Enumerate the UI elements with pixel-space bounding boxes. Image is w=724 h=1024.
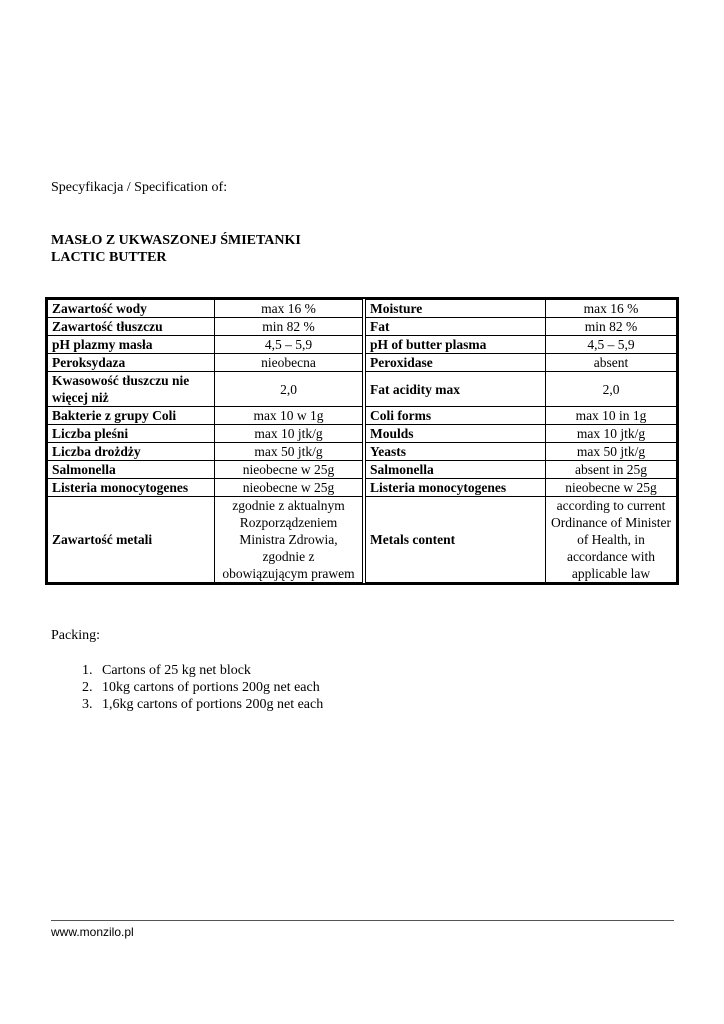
pl-label-cell: Bakterie z grupy Coli (48, 407, 215, 425)
pl-value-cell: max 10 jtk/g (215, 425, 363, 443)
en-value-cell: max 16 % (546, 300, 677, 318)
en-label-cell: Yeasts (366, 443, 546, 461)
footer-divider (51, 920, 674, 921)
table-row (48, 425, 677, 443)
footer-website: www.monzilo.pl (51, 925, 134, 939)
pl-value-cell: nieobecna (215, 354, 363, 372)
list-item: 2. 10kg cartons of portions 200g net each (96, 679, 323, 696)
table-row (48, 336, 677, 354)
table-row (48, 300, 677, 318)
table-row (48, 461, 677, 479)
en-label-cell: Listeria monocytogenes (366, 479, 546, 497)
en-value-cell: max 50 jtk/g (546, 443, 677, 461)
pl-label-cell: Zawartość wody (48, 300, 215, 318)
en-label-cell: Salmonella (366, 461, 546, 479)
en-label-cell: Metals content (366, 497, 546, 583)
list-item: 1. Cartons of 25 kg net block (96, 662, 323, 679)
pl-label-cell: Salmonella (48, 461, 215, 479)
en-label-cell: Peroxidase (366, 354, 546, 372)
pl-label-cell: Liczba pleśni (48, 425, 215, 443)
pl-value-cell: zgodnie z aktualnym Rozporządzeniem Ministra Zdrowia, zgodnie z obowiązującym prawem (215, 497, 363, 583)
en-value-cell: 2,0 (546, 372, 677, 407)
en-label-cell: Fat (366, 318, 546, 336)
en-label-cell: Fat acidity max (366, 372, 546, 407)
pl-label-cell: Listeria monocytogenes (48, 479, 215, 497)
pl-label-cell: Peroksydaza (48, 354, 215, 372)
en-label-cell: Coli forms (366, 407, 546, 425)
product-title-english: LACTIC BUTTER (51, 250, 167, 265)
pl-value-cell: nieobecne w 25g (215, 461, 363, 479)
table-row (48, 372, 677, 407)
pl-label-cell: Zawartość metali (48, 497, 215, 583)
pl-label-cell: Kwasowość tłuszczu nie więcej niż (48, 372, 215, 407)
en-label-cell: Moisture (366, 300, 546, 318)
pl-value-cell: max 10 w 1g (215, 407, 363, 425)
en-value-cell: min 82 % (546, 318, 677, 336)
pl-value-cell: 4,5 – 5,9 (215, 336, 363, 354)
en-value-cell: max 10 jtk/g (546, 425, 677, 443)
pl-value-cell: min 82 % (215, 318, 363, 336)
pl-value-cell: nieobecne w 25g (215, 479, 363, 497)
pl-value-cell: max 50 jtk/g (215, 443, 363, 461)
en-value-cell: 4,5 – 5,9 (546, 336, 677, 354)
specification-table (45, 297, 679, 585)
specification-heading: Specyfikacja / Specification of: (51, 180, 228, 195)
pl-value-cell: 2,0 (215, 372, 363, 407)
table-row (48, 318, 677, 336)
packing-heading: Packing: (51, 628, 100, 643)
table-row (48, 497, 677, 583)
table-row (48, 354, 677, 372)
en-value-cell: according to current Ordinance of Minister of Health, in accordance with applicable law (546, 497, 677, 583)
table-row (48, 479, 677, 497)
table-row (48, 443, 677, 461)
list-item: 3. 1,6kg cartons of portions 200g net each (96, 696, 323, 713)
product-title-polish: MASŁO Z UKWASZONEJ ŚMIETANKI (51, 233, 301, 248)
en-value-cell: absent (546, 354, 677, 372)
en-label-cell: Moulds (366, 425, 546, 443)
pl-label-cell: Zawartość tłuszczu (48, 318, 215, 336)
en-value-cell: nieobecne w 25g (546, 479, 677, 497)
en-value-cell: absent in 25g (546, 461, 677, 479)
en-value-cell: max 10 in 1g (546, 407, 677, 425)
table-row (48, 407, 677, 425)
packing-list (51, 662, 323, 713)
pl-label-cell: Liczba drożdży (48, 443, 215, 461)
pl-value-cell: max 16 % (215, 300, 363, 318)
pl-label-cell: pH plazmy masła (48, 336, 215, 354)
en-label-cell: pH of butter plasma (366, 336, 546, 354)
